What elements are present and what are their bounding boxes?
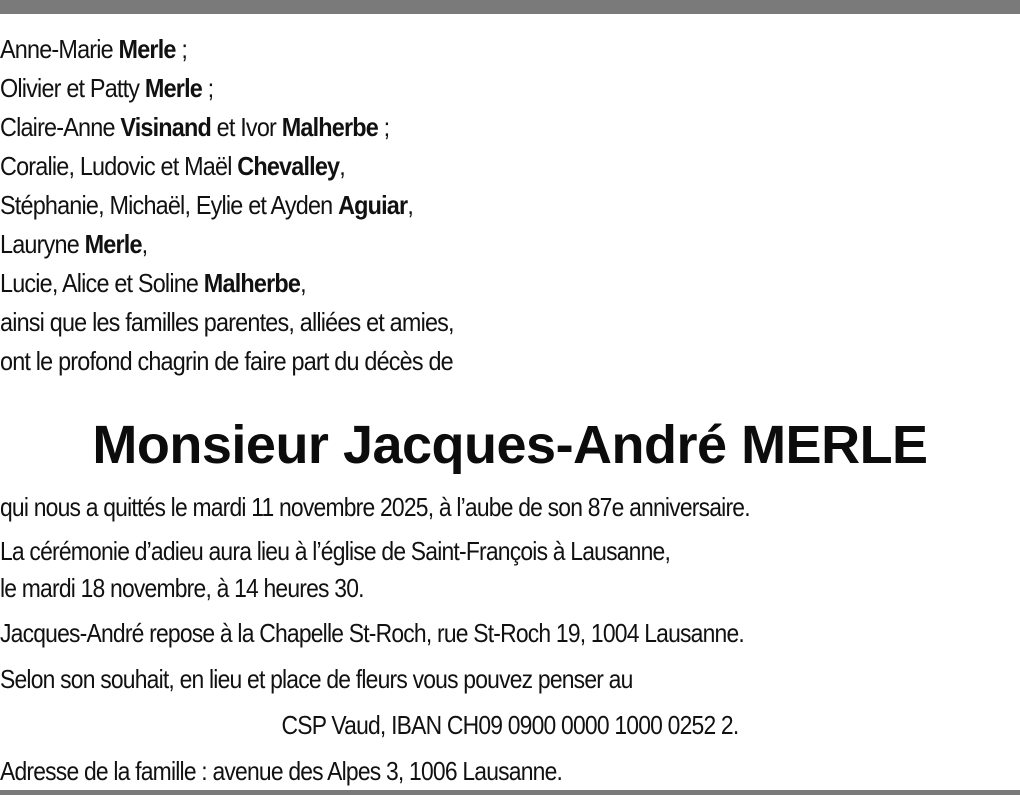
surname: Merle [144,73,202,103]
given-names: Lauryne [0,229,85,259]
announcement-text: ont le profond chagrin de faire part du décès de [0,346,453,376]
family-line [0,342,918,381]
family-line [0,108,918,147]
donation-text: Selon son souhait, en lieu et place de fleurs vous pouvez penser au [0,664,633,694]
punctuation: ; [377,112,390,142]
surname: Merle [84,229,142,259]
relatives-text: ainsi que les familles parentes, alliées et amies, [0,307,454,337]
given-names: Stéphanie, Michaël, Eylie et Ayden [0,190,339,220]
surname: Merle [118,34,176,64]
family-line [0,303,918,342]
ceremony-date-text: le mardi 18 novembre, à 14 heures 30. [0,573,364,603]
family-line [0,225,918,264]
punctuation: , [141,229,148,259]
punctuation: , [339,151,345,181]
punctuation: , [300,268,306,298]
given-names: et Ivor [210,112,282,142]
family-address-text: Adresse de la famille : avenue des Alpes 3, 1006 Lausanne. [0,756,563,786]
obituary-notice [0,30,1020,791]
punctuation: ; [175,34,188,64]
family-line [0,147,918,186]
family-line [0,69,918,108]
rests-text: Jacques-André repose à la Chapelle St-Roch, rue St-Roch 19, 1004 Lausanne. [0,618,744,648]
iban-text: CSP Vaud, IBAN CH09 0900 0000 1000 0252 2. [281,710,739,740]
deceased-name: Monsieur Jacques-André MERLE [92,415,928,475]
punctuation: ; [201,73,214,103]
family-list [0,30,1020,381]
surname: Malherbe [281,112,378,142]
given-names: Anne-Marie [0,34,119,64]
bottom-rule [0,790,1020,795]
top-rule [0,0,1020,14]
surname: Visinand [120,112,211,142]
surname: Chevalley [237,151,340,181]
given-names: Olivier et Patty [0,73,145,103]
family-line [0,264,918,303]
surname: Aguiar [338,190,408,220]
given-names: Coralie, Ludovic et Maël [0,151,238,181]
family-line [0,30,918,69]
given-names: Claire-Anne [0,112,121,142]
surname: Malherbe [203,268,301,298]
given-names: Lucie, Alice et Soline [0,268,204,298]
family-line [0,186,918,225]
punctuation: , [407,190,414,220]
ceremony-text: La cérémonie d’adieu aura lieu à l’église de Saint-François à Lausanne, [0,536,671,566]
passing-text: qui nous a quittés le mardi 11 novembre 2025, à l’aube de son 87e anniversaire. [0,492,750,522]
